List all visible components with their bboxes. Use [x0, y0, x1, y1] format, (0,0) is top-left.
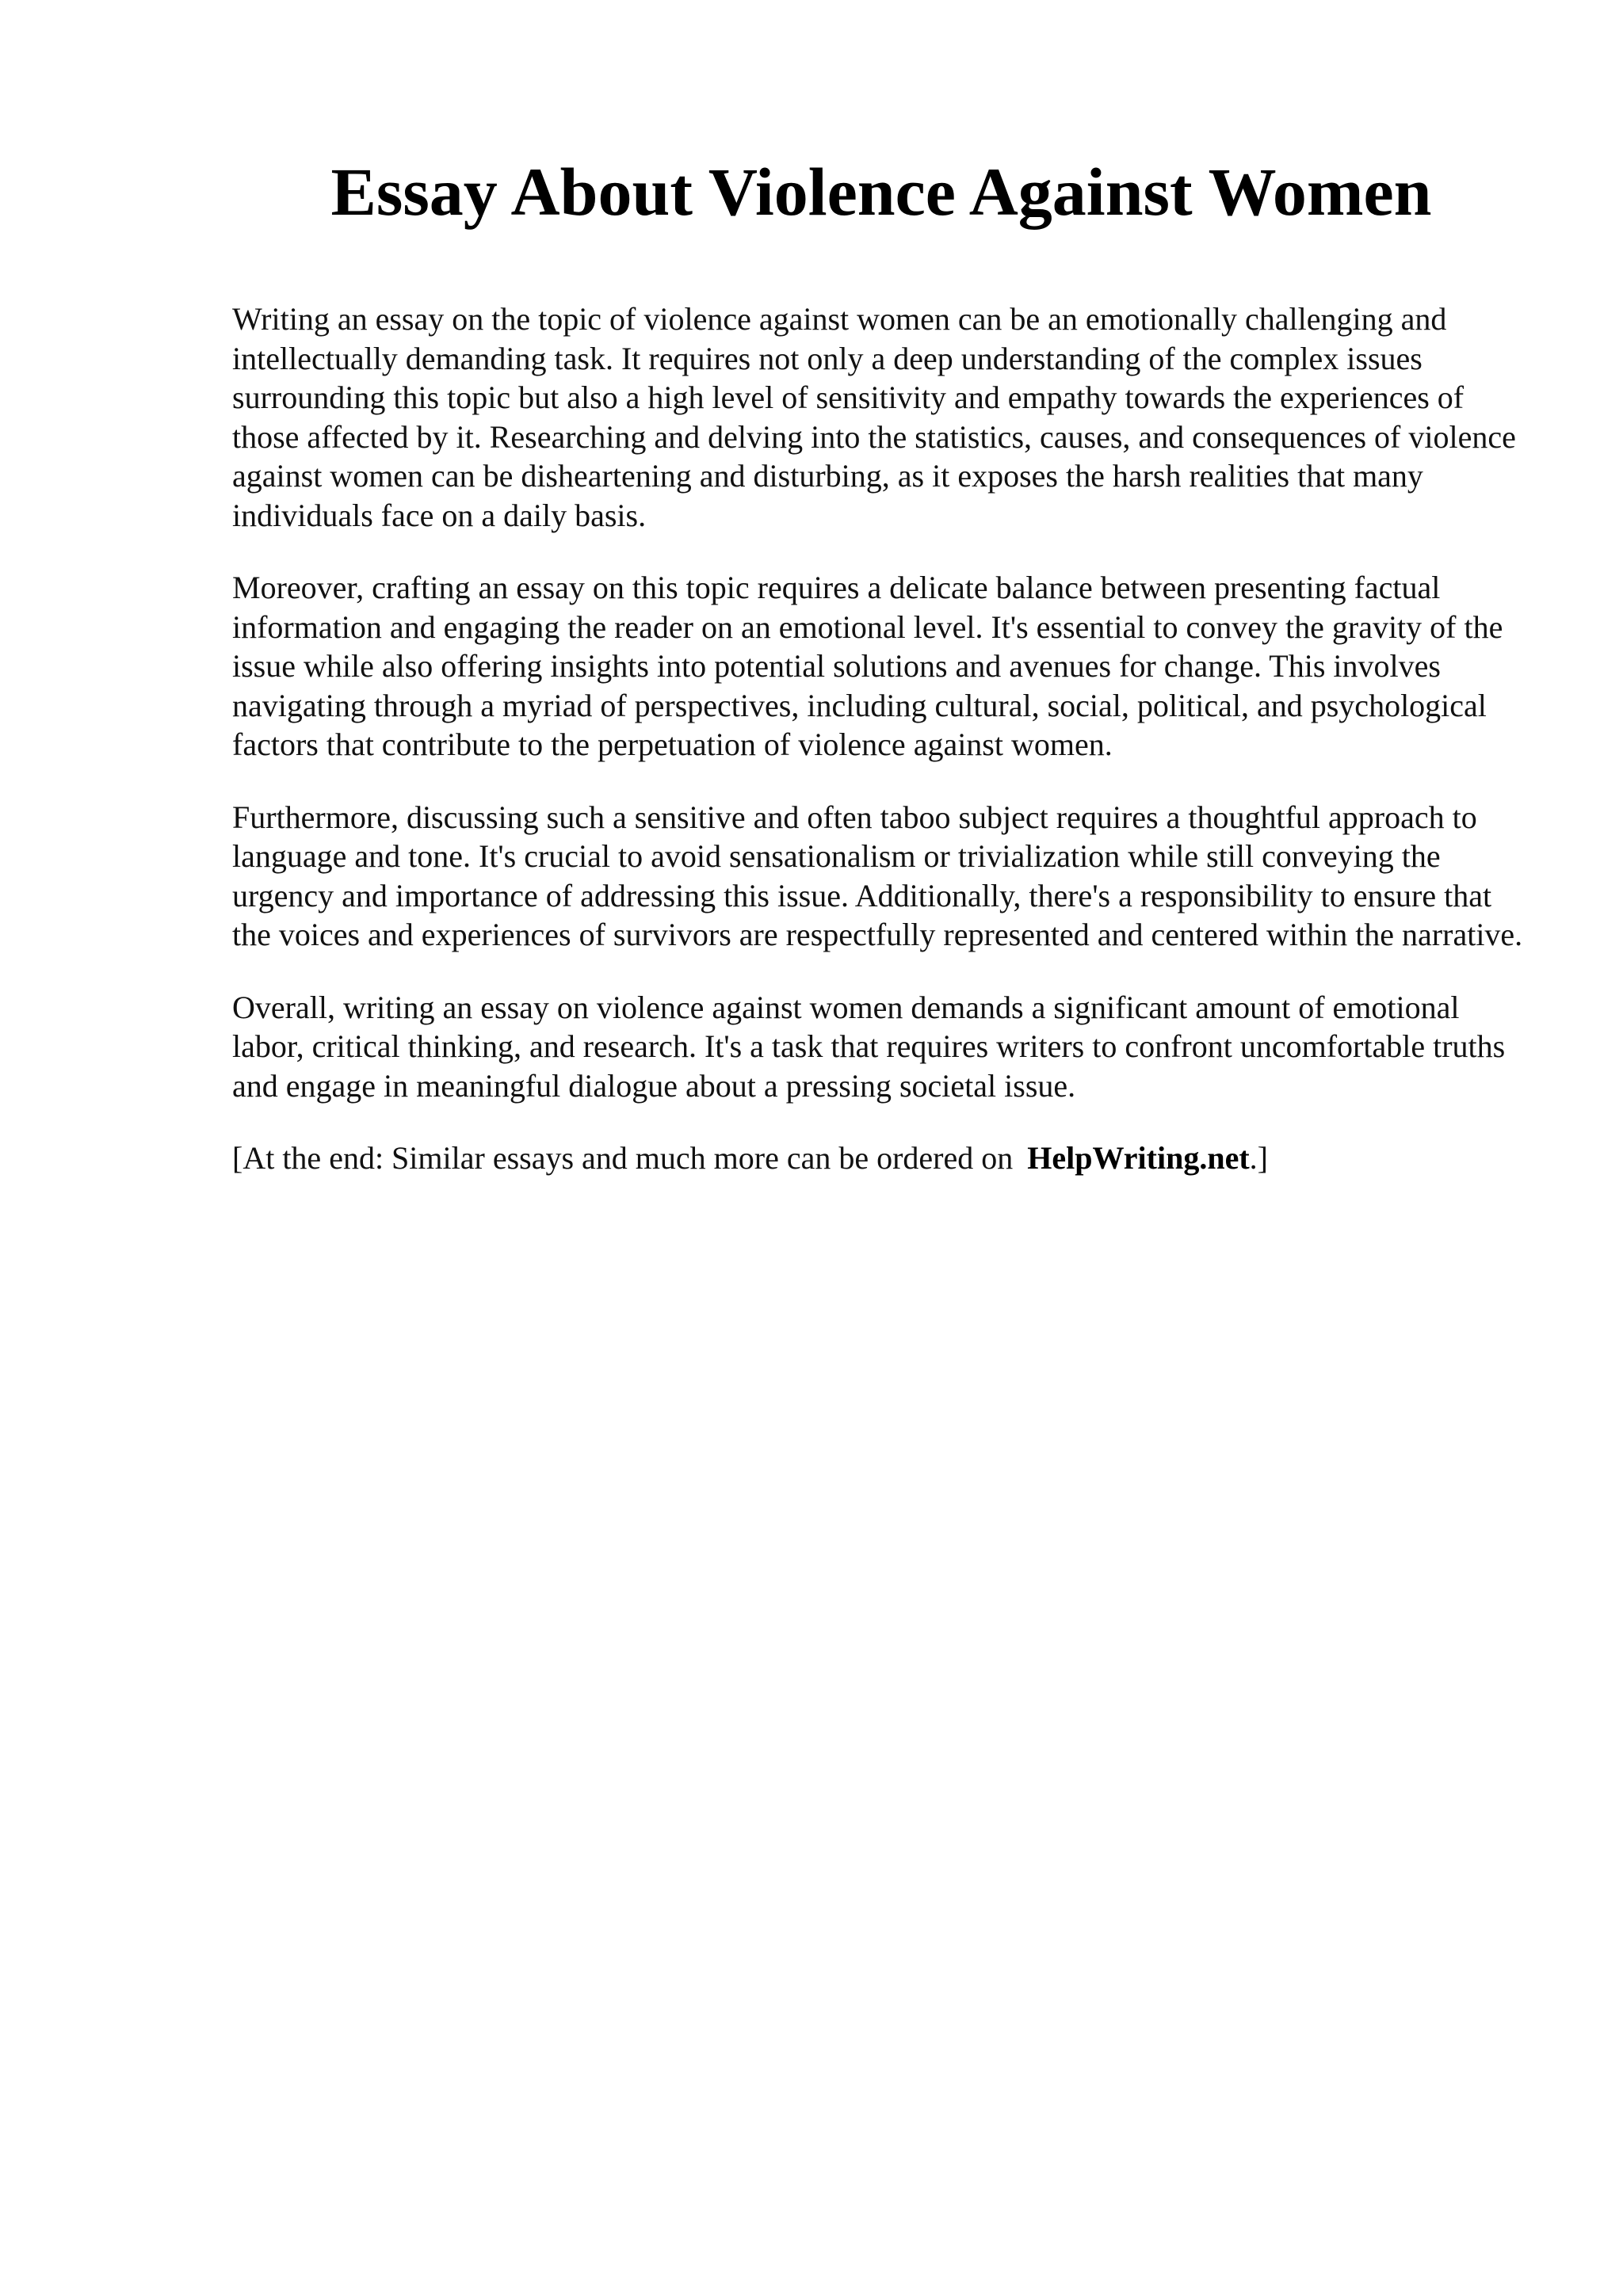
- essay-body: [232, 299, 1532, 1178]
- paragraph-4: Overall, writing an essay on violence against women demands a significant amount of emotional labor, critical thinking, and research. It's a task that requires writers to confront uncomfortable truths and engage in meaningful dialogue about a pressing societal issue.: [232, 989, 1506, 1104]
- footer-note: [232, 1138, 1532, 1178]
- paragraph-2: Moreover, crafting an essay on this topic requires a delicate balance between presenting factual information and engaging the reader on an emotional level. It's essential to convey the gravity of the issue while also offering insights into potential solutions and avenues for change. This involves navigating through a myriad of perspectives, including cultural, social, political, and psychological factors that contribute to the perpetuation of violence against women.: [232, 570, 1503, 762]
- helpwriting-link[interactable]: HelpWriting.net: [1027, 1140, 1250, 1176]
- page-title: Essay About Violence Against Women: [330, 154, 1432, 230]
- paragraph-3: Furthermore, discussing such a sensitive and often taboo subject requires a thoughtful approach to language and tone. It's crucial to avoid sensationalism or trivialization while still conveying the urgency and importance of addressing this issue. Additionally, there's a responsibility to ensure that the voices and experiences of survivors are respectfully represented and centered within the narrative.: [232, 799, 1523, 952]
- paragraph-1: Writing an essay on the topic of violence against women can be an emotionally challenging and intellectually demanding task. It requires not only a deep understanding of the complex issues surrounding this topic but also a high level of sensitivity and empathy towards the experiences of those affected by it. Researching and delving into the statistics, causes, and consequences of violence against women can be disheartening and disturbing, as it exposes the harsh realities that many individuals face on a daily basis.: [232, 301, 1516, 533]
- footer-note-prefix: [At the end: Similar essays and much more can be ordered on: [232, 1140, 1014, 1176]
- footer-note-suffix: .]: [1249, 1140, 1268, 1176]
